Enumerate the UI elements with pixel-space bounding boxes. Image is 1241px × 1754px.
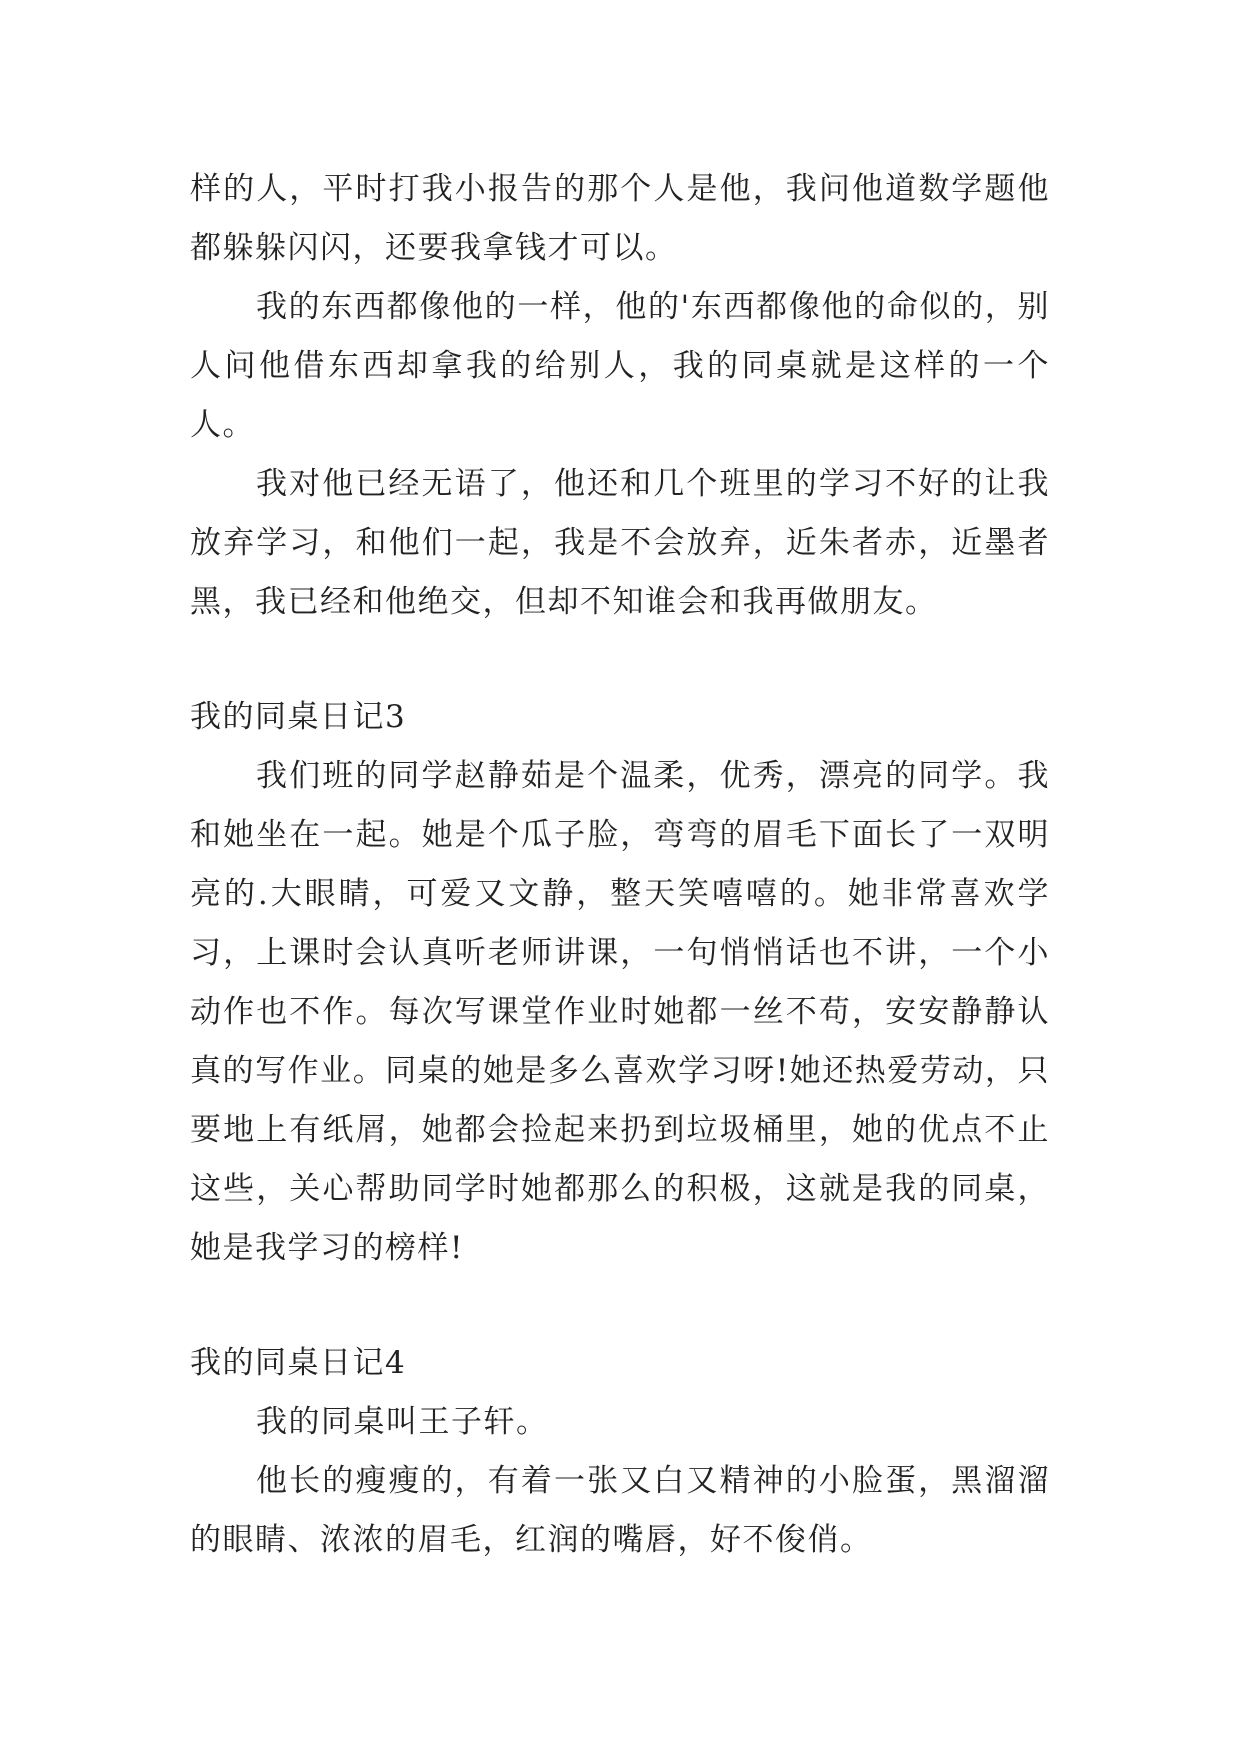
- section-gap: [190, 1278, 1050, 1334]
- paragraph: 他长的瘦瘦的，有着一张又白又精神的小脸蛋，黑溜溜的眼睛、浓浓的眉毛，红润的嘴唇，好不俊俏。: [190, 1463, 1050, 1558]
- section-title-4: 我的同桌日记4: [190, 1345, 407, 1381]
- paragraph: 我们班的同学赵静茹是个温柔，优秀，漂亮的同学。我和她坐在一起。她是个瓜子脸，弯弯的眉毛下面长了一双明亮的.大眼睛，可爱又文静，整天笑嘻嘻的。她非常喜欢学习，上课时会认真听老师讲课，一句悄悄话也不讲，一个小动作也不作。每次写课堂作业时她都一丝不苟，安安静静认真的写作业。同桌的她是多么喜欢学习呀!她还热爱劳动，只要地上有纸屑，她都会捡起来扔到垃圾桶里，她的优点不止这些，关心帮助同学时她都那么的积极，这就是我的同桌，她是我学习的榜样!: [190, 758, 1050, 1266]
- document-body: [190, 160, 1050, 1570]
- paragraph: 我的同桌叫王子轩。: [256, 1404, 549, 1440]
- section-title-3: 我的同桌日记3: [190, 699, 407, 735]
- section-gap: [190, 632, 1050, 688]
- paragraph: 我对他已经无语了，他还和几个班里的学习不好的让我放弃学习，和他们一起，我是不会放弃，近朱者赤，近墨者黑，我已经和他绝交，但却不知谁会和我再做朋友。: [190, 466, 1050, 620]
- paragraph: 我的东西都像他的一样，他的'东西都像他的命似的，别人问他借东西却拿我的给别人，我的同桌就是这样的一个人。: [190, 289, 1050, 443]
- paragraph-continuation: 样的人，平时打我小报告的那个人是他，我问他道数学题他都躲躲闪闪，还要我拿钱才可以。: [190, 171, 1050, 266]
